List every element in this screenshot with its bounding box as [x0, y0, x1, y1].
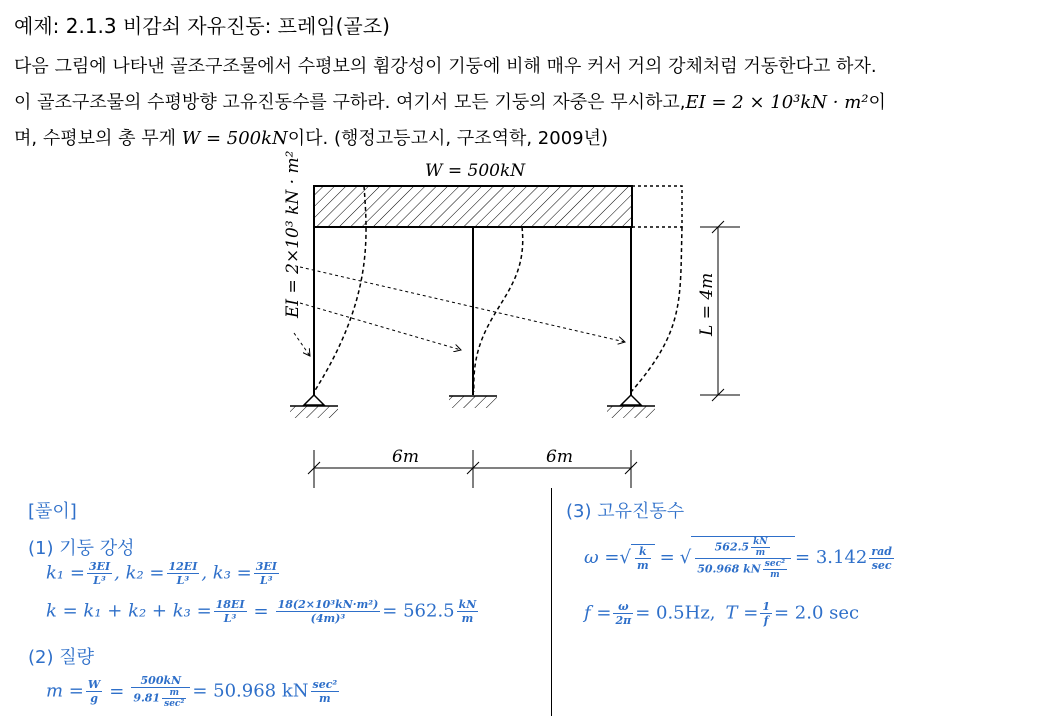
deflected-middle-column	[474, 227, 523, 392]
span-left-label: 6m	[392, 447, 419, 467]
pin-support-left	[290, 395, 338, 418]
total-stiffness-equation: k = k₁ + k₂ + k₃ = $\frac{18EI}{\text{L³}}$ = $\frac{\text{18(2×10³kN·m²)}}{\text{(4m)³}}$ = 562.5 $\frac{kN}{m}$	[46, 598, 477, 625]
frequency-period-equation: f = $\frac{\omega}{2\pi}$ = 0.5Hz, T = $\frac{1}{f}$ = 2.0 sec	[584, 600, 860, 627]
solution-header: [풀이]	[28, 501, 77, 522]
rigid-beam	[314, 186, 632, 227]
problem-line-2-text: 이 골조구조물의 수평방향 고유진동수를 구하라. 여기서 모든 기둥의 자중은 무시하고,	[14, 92, 686, 113]
ei-leader-arrow-1	[300, 267, 625, 342]
ei-leader-arrow-2	[300, 303, 461, 350]
span-dimension	[308, 450, 637, 488]
weight-inline: W = 500kN	[181, 128, 288, 149]
stiffness-components-equation: k₁ = $\frac{3EI}{\text{L³}}$ , k₂ = $\frac{12EI}{\text{L³}}$ , k₃ = $\frac{3EI}{\text{L³}}$	[46, 560, 277, 587]
pin-support-right	[607, 395, 655, 418]
problem-line-3-end: 이다. (행정고등고시, 구조역학, 2009년)	[287, 128, 609, 149]
length-label: L = 4m	[697, 272, 717, 336]
mass-equation: m = $\frac{W}{g}$ = 500kN 9.81 $\frac{m}{\text{sec²}}$ = 50.968 kN $\frac{\text{sec²}}{m}$	[46, 674, 338, 709]
ei-value-inline: EI = 2 × 10³kN · m²	[685, 92, 869, 113]
fixed-support-middle	[449, 396, 497, 408]
problem-line-3-start: 며, 수평보의 총 무게	[14, 128, 176, 149]
column-divider	[551, 488, 552, 716]
deflected-right-column	[631, 227, 682, 392]
displaced-beam	[632, 186, 682, 227]
section-stiffness-title: (1) 기둥 강성	[28, 538, 135, 559]
problem-line-1: 다음 그림에 나타낸 골조구조물에서 수평보의 휨강성이 기둥에 비해 매우 커서 거의 강체처럼 거동한다고 하자.	[14, 56, 877, 77]
angular-frequency-equation: ω =√ $\frac{k}{m}$ = √ 562.5 $\frac{kN}{m}$ 50.968 kN $\frac{\text{sec²}}{m}$ = 3.142 $\frac{\text{rad}}{\sec}$	[584, 537, 892, 580]
page-title: 예제: 2.1.3 비감쇠 자유진동: 프레임(골조)	[14, 14, 390, 38]
problem-line-2-end: 이	[868, 92, 886, 113]
span-right-label: 6m	[546, 447, 573, 467]
ei-leader-arrow-3	[294, 333, 310, 356]
weight-label: W = 500kN	[425, 161, 526, 181]
section-mass-title: (2) 질량	[28, 647, 94, 668]
ei-label: EI = 2×10³ kN · m²	[283, 150, 303, 318]
section-frequency-title: (3) 고유진동수	[566, 501, 685, 522]
